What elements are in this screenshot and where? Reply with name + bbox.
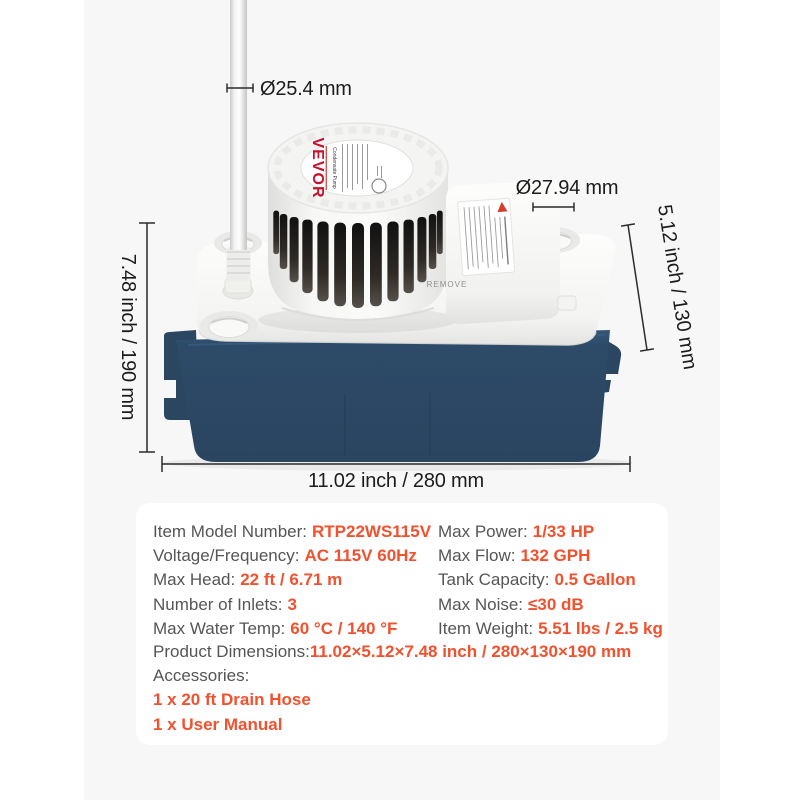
spec-label: Tank Capacity: — [438, 570, 550, 590]
spec-value: 1 x 20 ft Drain Hose — [153, 690, 311, 710]
spec-label: Item Weight: — [438, 618, 534, 638]
spec-row-weight — [438, 617, 663, 641]
spec-label: Max Flow: — [438, 546, 516, 566]
spec-value: 1 x User Manual — [153, 714, 283, 734]
height-label: 7.48 inch / 190 mm — [117, 253, 139, 421]
spec-card — [136, 503, 668, 745]
depth-dimension — [621, 203, 701, 371]
inlet-diameter-label: Ø27.94 mm — [515, 177, 619, 199]
depth-label: 5.12 inch / 130 mm — [653, 203, 701, 372]
spec-label: Product Dimensions: — [153, 642, 310, 661]
pump-motor — [268, 123, 448, 320]
spec-label: Accessories: — [153, 666, 250, 686]
remove-text: REMOVE — [426, 280, 468, 289]
cover-clip — [558, 296, 576, 310]
spec-column-right — [438, 520, 663, 641]
spec-value: 5.51 lbs / 2.5 kg — [538, 618, 663, 638]
check-valve — [227, 247, 251, 281]
spec-label: Max Head: — [153, 570, 236, 590]
spec-row-max-power — [438, 520, 663, 544]
spec-value: RTP22WS115V — [312, 522, 432, 541]
width-label: 11.02 inch / 280 mm — [308, 470, 484, 492]
spec-column-left — [153, 520, 435, 641]
spec-row-max-flow — [438, 544, 663, 568]
spec-row-water-temp — [153, 617, 435, 641]
spec-value: ≤30 dB — [528, 594, 584, 614]
spec-value: 11.02×5.12×7.48 inch / 280×130×190 mm — [309, 642, 632, 661]
spec-row-model — [153, 520, 435, 544]
spec-row-voltage — [153, 544, 435, 568]
spec-label: Max Power: — [438, 522, 528, 541]
spec-row-accessories — [153, 664, 653, 688]
brand-text: VEVOR — [309, 137, 326, 199]
spec-value: 0.5 Gallon — [554, 570, 636, 590]
spec-value: AC 115V 60Hz — [304, 546, 417, 566]
water-tank — [164, 328, 621, 462]
spec-row-max-noise — [438, 593, 663, 617]
spec-value: 60 °C / 140 °F — [290, 618, 398, 638]
spec-value: 3 — [287, 594, 297, 614]
tube-diameter-label: Ø25.4 mm — [260, 78, 352, 100]
spec-row-accessory-manual — [153, 713, 653, 737]
spec-label: Item Model Number: — [153, 522, 307, 541]
spec-label: Max Noise: — [438, 594, 524, 614]
drain-tube — [223, 0, 253, 299]
spec-value: 1/33 HP — [532, 522, 595, 541]
pump-cover — [427, 181, 576, 324]
spec-bottom-block — [153, 640, 653, 737]
pump-label-title: Condensate Pump — [331, 147, 337, 189]
warning-label — [458, 198, 515, 275]
inlet-hole-front-left — [200, 311, 258, 341]
spec-row-dimensions — [153, 640, 653, 664]
spec-label: Max Water Temp: — [153, 618, 286, 638]
spec-row-tank-capacity — [438, 568, 663, 592]
spec-value: 22 ft / 6.71 m — [240, 570, 343, 590]
spec-value: 132 GPH — [520, 546, 591, 566]
height-dimension — [117, 223, 155, 452]
spec-label: Number of Inlets: — [153, 594, 283, 614]
spec-row-max-head — [153, 568, 435, 592]
spec-row-accessory-hose — [153, 688, 653, 712]
spec-label: Voltage/Frequency: — [153, 546, 300, 566]
spec-row-inlets — [153, 593, 435, 617]
